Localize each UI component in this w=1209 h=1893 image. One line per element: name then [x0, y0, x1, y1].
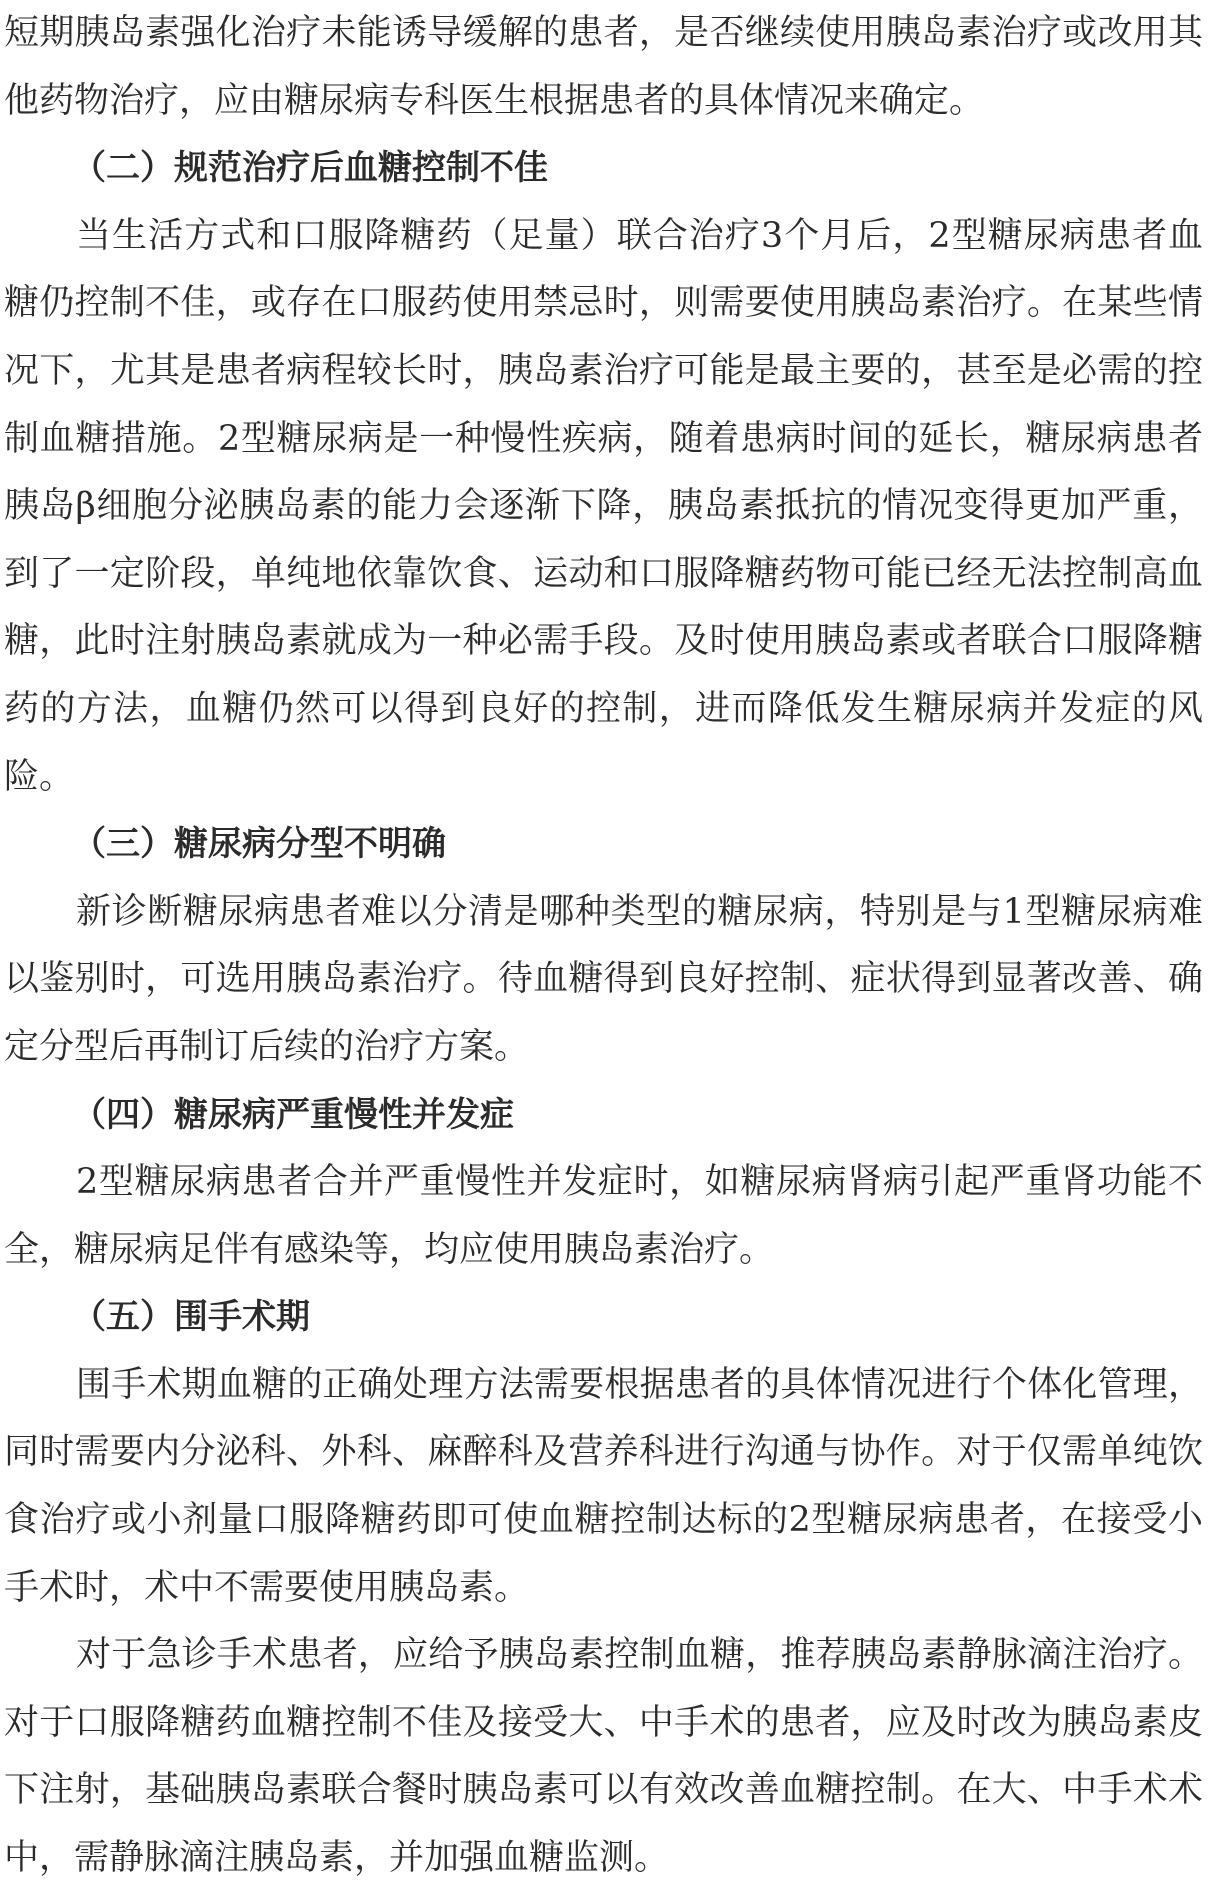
section-2-paragraph: 当生活方式和口服降糖药（足量）联合治疗3个月后，2型糖尿病患者血糖仍控制不佳，或存在口服药使用禁忌时，则需要使用胰岛素治疗。在某些情况下，尤其是患者病程较长时，胰岛素治疗可能是最主要的，甚至是必需的控制血糖措施。2型糖尿病是一种慢性疾病，随着患病时间的延长，糖尿病患者胰岛β细胞分泌胰岛素的能力会逐渐下降，胰岛素抵抗的情况变得更加严重，到了一定阶段，单纯地依靠饮食、运动和口服降糖药物可能已经无法控制高血糖，此时注射胰岛素就成为一种必需手段。及时使用胰岛素或者联合口服降糖药的方法，血糖仍然可以得到良好的控制，进而降低发生糖尿病并发症的风险。 [4, 215, 1203, 797]
section-5-paragraph-1: 围手术期血糖的正确处理方法需要根据患者的具体情况进行个体化管理，同时需要内分泌科、外科、麻醉科及营养科进行沟通与协作。对于仅需单纯饮食治疗或小剂量口服降糖药即可使血糖控制达标的2型糖尿病患者，在接受小手术时，术中不需要使用胰岛素。 [4, 1364, 1203, 1608]
section-heading-5: （五）围手术期 [72, 1297, 310, 1338]
section-5-paragraph-2: 对于急诊手术患者，应给予胰岛素控制血糖，推荐胰岛素静脉滴注治疗。对于口服降糖药血糖控制不佳及接受大、中手术的患者，应及时改为胰岛素皮下注射，基础胰岛素联合餐时胰岛素可以有效改善血糖控制。在大、中手术术中，需静脉滴注胰岛素，并加强血糖监测。 [4, 1635, 1203, 1879]
section-heading-4: （四）糖尿病严重慢性并发症 [72, 1094, 514, 1135]
section-heading-3: （三）糖尿病分型不明确 [72, 824, 446, 865]
section-heading-2: （二）规范治疗后血糖控制不佳 [72, 148, 548, 189]
intro-paragraph: 短期胰岛素强化治疗未能诱导缓解的患者，是否继续使用胰岛素治疗或改用其他药物治疗，应由糖尿病专科医生根据患者的具体情况来确定。 [4, 13, 1203, 121]
section-3-paragraph: 新诊断糖尿病患者难以分清是哪种类型的糖尿病，特别是与1型糖尿病难以鉴别时，可选用胰岛素治疗。待血糖得到良好控制、症状得到显著改善、确定分型后再制订后续的治疗方案。 [4, 891, 1203, 1067]
section-4-paragraph: 2型糖尿病患者合并严重慢性并发症时，如糖尿病肾病引起严重肾功能不全，糖尿病足伴有感染等，均应使用胰岛素治疗。 [4, 1162, 1203, 1270]
